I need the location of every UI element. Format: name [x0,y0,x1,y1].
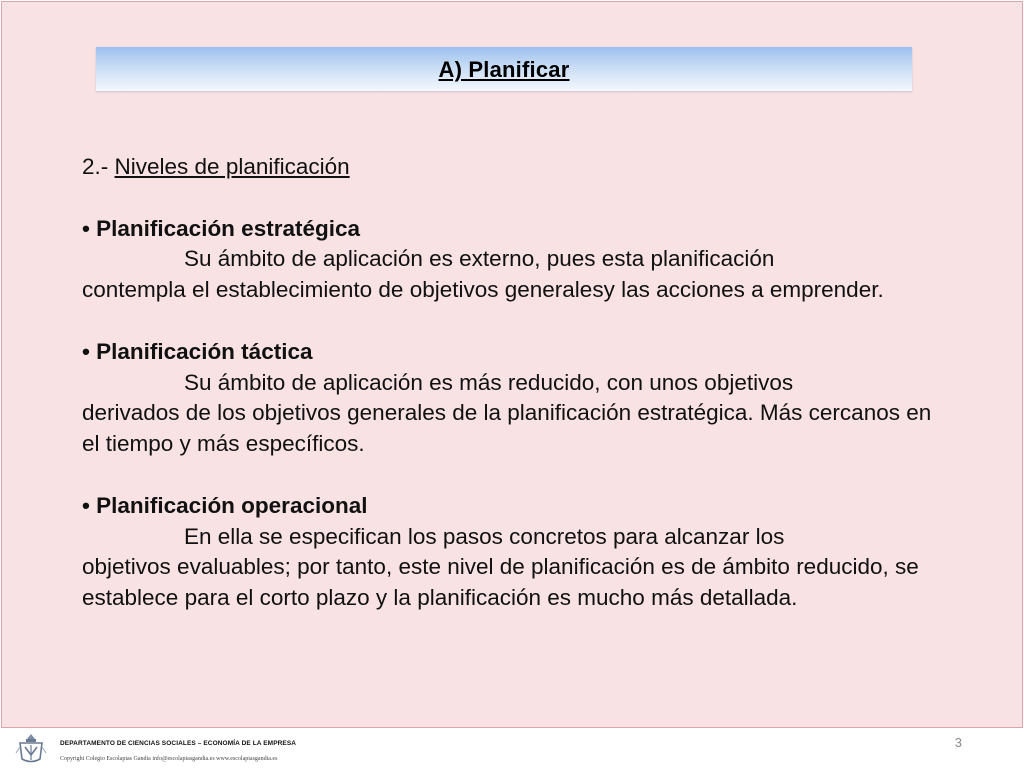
level-title [82,214,942,245]
section-title: Niveles de planificación [114,154,350,179]
level-title [82,491,942,522]
slide-title: A) Planificar [438,57,570,82]
footer-copyright: Copyright Colegio Escolapias Gandia info@escolapiasgandia.es www.escolapiasgandia.es [60,756,278,762]
level-description-first-line: Su ámbito de aplicación es externo, pues esta planificación [184,246,775,272]
level-description-rest: derivados de los objetivos generales de la planificación estratégica. Más cercanos en el tiempo y más específicos. [82,400,932,457]
section-heading [82,152,942,183]
slide-body [82,152,942,614]
level-description-rest: objetivos evaluables; por tanto, este nivel de planificación es de ámbito reducido, se establece para el corto plazo y la planificación es mucho más detallada. [82,554,919,611]
bullet: • [82,492,97,518]
title-bar [96,47,912,91]
bullet: • [82,338,97,364]
level-description-first-line: Su ámbito de aplicación es más reducido, con unos objetivos [184,369,794,395]
level-description-first-line: En ella se especifican los pasos concretos para alcanzar los [184,523,785,549]
level-block-operational [82,491,942,614]
level-title [82,337,942,368]
level-description [82,522,942,614]
level-title-text: Planificación estratégica [96,215,360,241]
level-block-strategic [82,214,942,306]
level-description [82,368,942,460]
bullet: • [82,215,97,241]
page-number: 3 [954,735,962,750]
level-description [82,244,942,306]
footer-department: DEPARTAMENTO DE CIENCIAS SOCIALES – ECONOMÍA DE LA EMPRESA [60,740,297,747]
level-title-text: Planificación táctica [96,338,313,364]
level-description-rest: contempla el establecimiento de objetivos generalesy las acciones a emprender. [82,277,884,303]
section-number: 2.- [82,154,115,179]
school-crest-icon [14,733,48,765]
level-block-tactical [82,337,942,460]
level-title-text: Planificación operacional [96,492,368,518]
